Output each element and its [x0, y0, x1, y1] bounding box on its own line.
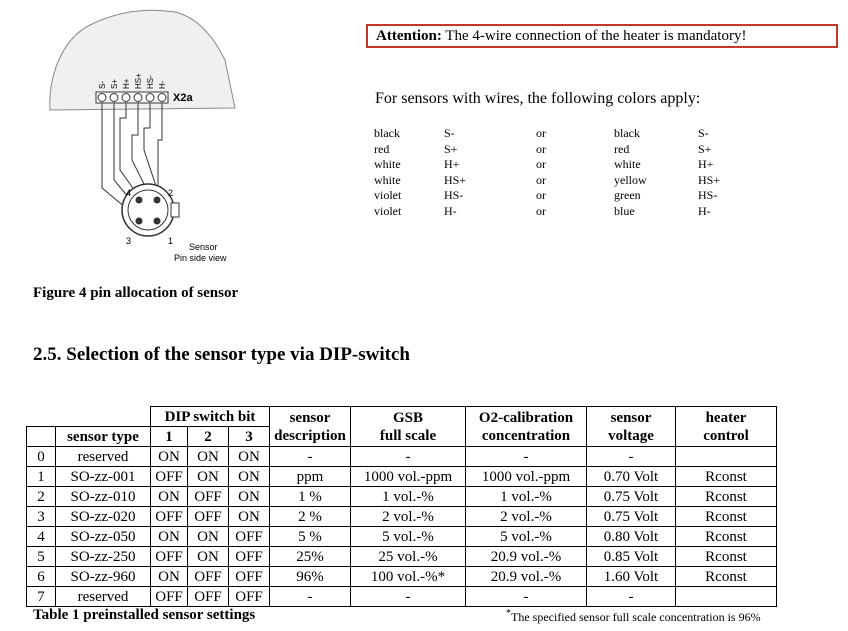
table-row	[27, 527, 777, 547]
cell-b2: ON	[188, 467, 229, 487]
wire-cell-or: or	[536, 203, 546, 218]
cell-n: 5	[27, 547, 56, 567]
cell-gsb: 1 vol.-%	[351, 487, 466, 507]
header-index-blank	[27, 427, 56, 447]
cell-type: SO-zz-020	[56, 507, 151, 527]
attention-label: Attention:	[376, 28, 442, 44]
sensor-sublabel: Pin side view	[174, 253, 227, 263]
wire-cell-c2: yellow	[614, 172, 647, 187]
cell-b1: OFF	[151, 587, 188, 607]
cell-o2: -	[466, 447, 587, 467]
figure-caption: Figure 4 pin allocation of sensor	[33, 285, 239, 301]
wire-row	[374, 188, 738, 204]
cell-b2: ON	[188, 547, 229, 567]
wire-cell-c2: green	[614, 188, 641, 202]
cell-b2: ON	[188, 447, 229, 467]
cell-heater: Rconst	[676, 487, 777, 507]
cell-o2: 2 vol.-%	[466, 507, 587, 527]
cell-volt: 1.60 Volt	[587, 567, 676, 587]
cell-b3: OFF	[229, 547, 270, 567]
sensor-pin-diagram	[0, 0, 340, 275]
header-sensor-type: sensor type	[56, 427, 151, 447]
attention-text: The 4-wire connection of the heater is mandatory!	[445, 28, 747, 44]
cell-volt: 0.85 Volt	[587, 547, 676, 567]
wire-cell-c1: red	[374, 141, 390, 156]
header-bit-2: 2	[188, 427, 229, 447]
wire-cell-or: or	[536, 188, 546, 202]
table-caption: Table 1 preinstalled sensor settings	[33, 607, 256, 623]
cell-volt: 0.80 Volt	[587, 527, 676, 547]
wire-cell-or: or	[536, 157, 546, 171]
table-row	[27, 467, 777, 487]
cell-volt: -	[587, 587, 676, 607]
cell-type: reserved	[56, 447, 151, 467]
sensor-label: Sensor	[189, 242, 218, 252]
cell-b1: OFF	[151, 547, 188, 567]
pin-number-4: 4	[126, 188, 132, 198]
wire-cell-p2: H-	[698, 203, 711, 218]
sensor-settings-table	[26, 406, 777, 607]
cell-heater: Rconst	[676, 567, 777, 587]
wire-cell-or: or	[536, 126, 546, 140]
header-blank	[27, 407, 151, 427]
header-gsb: GSB full scale	[351, 407, 466, 447]
wire-cell-p2: H+	[698, 157, 714, 171]
cell-type: SO-zz-250	[56, 547, 151, 567]
cell-b3: ON	[229, 487, 270, 507]
cell-b1: ON	[151, 527, 188, 547]
wire-cell-c1: black	[374, 126, 400, 140]
pin-number-2: 2	[168, 188, 174, 198]
section-title: 2.5. Selection of the sensor type via DIP-switch	[33, 344, 410, 365]
cell-b3: ON	[229, 507, 270, 527]
header-desc: sensor description	[270, 407, 351, 447]
cell-volt: 0.70 Volt	[587, 467, 676, 487]
cell-gsb: 100 vol.-%*	[351, 567, 466, 587]
table-row	[27, 507, 777, 527]
cell-o2: 20.9 vol.-%	[466, 567, 587, 587]
cell-desc: -	[270, 447, 351, 467]
cell-volt: 0.75 Volt	[587, 487, 676, 507]
cell-desc: 25%	[270, 547, 351, 567]
header-heater: heater control	[676, 407, 777, 447]
wire-cell-c1: white	[374, 172, 401, 187]
header-dip: DIP switch bit	[151, 407, 270, 427]
connector-label: X2a	[173, 92, 193, 104]
cell-desc: 1 %	[270, 487, 351, 507]
cell-type: SO-zz-050	[56, 527, 151, 547]
cell-heater: Rconst	[676, 527, 777, 547]
cell-b3: OFF	[229, 587, 270, 607]
cell-b2: ON	[188, 527, 229, 547]
cell-heater	[676, 447, 777, 467]
cell-n: 4	[27, 527, 56, 547]
cell-type: SO-zz-001	[56, 467, 151, 487]
wire-cell-c1: violet	[374, 188, 402, 202]
cell-b3: ON	[229, 467, 270, 487]
cell-b1: OFF	[151, 507, 188, 527]
wire-cell-p1: HS-	[444, 188, 464, 202]
wire-cell-p1: S+	[444, 141, 458, 156]
cell-o2: 1000 vol.-ppm	[466, 467, 587, 487]
cell-gsb: 2 vol.-%	[351, 507, 466, 527]
cell-heater: Rconst	[676, 507, 777, 527]
wire-cell-or: or	[536, 172, 546, 187]
terminal-block	[96, 92, 168, 103]
wire-cell-c2: white	[614, 157, 641, 171]
cell-b2: OFF	[188, 567, 229, 587]
cell-o2: -	[466, 587, 587, 607]
cell-heater: Rconst	[676, 547, 777, 567]
cell-desc: 96%	[270, 567, 351, 587]
cell-b1: ON	[151, 447, 188, 467]
cell-gsb: 1000 vol.-ppm	[351, 467, 466, 487]
header-o2: O2-calibration concentration	[466, 407, 587, 447]
cell-n: 7	[27, 587, 56, 607]
table-row	[27, 567, 777, 587]
pin-label: H+	[122, 78, 131, 89]
cell-gsb: -	[351, 587, 466, 607]
wire-cell-p1: H-	[444, 203, 457, 218]
wire-color-table	[374, 126, 738, 219]
cell-b3: OFF	[229, 567, 270, 587]
cell-gsb: -	[351, 447, 466, 467]
wire-cell-p2: HS+	[698, 172, 721, 187]
header-voltage: sensor voltage	[587, 407, 676, 447]
cell-b3: OFF	[229, 527, 270, 547]
cell-n: 0	[27, 447, 56, 467]
cell-desc: -	[270, 587, 351, 607]
wire-cell-c2: red	[614, 141, 630, 156]
cell-heater: Rconst	[676, 467, 777, 487]
cell-n: 3	[27, 507, 56, 527]
wire-cell-c1: white	[374, 157, 401, 171]
table-row	[27, 487, 777, 507]
wire-row	[374, 142, 738, 158]
wire-cell-p1: H+	[444, 157, 460, 171]
pin-label: HS+	[134, 73, 143, 89]
wire-cell-c2: blue	[614, 203, 635, 218]
pin-number-3: 3	[126, 236, 132, 246]
cell-gsb: 25 vol.-%	[351, 547, 466, 567]
cell-n: 1	[27, 467, 56, 487]
cell-desc: ppm	[270, 467, 351, 487]
cell-b2: OFF	[188, 587, 229, 607]
cell-b1: ON	[151, 567, 188, 587]
pin-number-1: 1	[168, 236, 174, 246]
header-bit-3: 3	[229, 427, 270, 447]
cell-o2: 5 vol.-%	[466, 527, 587, 547]
wire-cell-c2: black	[614, 126, 640, 140]
cell-type: SO-zz-010	[56, 487, 151, 507]
wire-colors-intro: For sensors with wires, the following colors apply:	[375, 90, 701, 107]
wire-cell-c1: violet	[374, 203, 402, 218]
cell-o2: 1 vol.-%	[466, 487, 587, 507]
header-bit-1: 1	[151, 427, 188, 447]
wire-row	[374, 126, 738, 142]
pin-label: H-	[158, 80, 167, 89]
table-row	[27, 547, 777, 567]
cell-heater	[676, 587, 777, 607]
pin-label: S+	[110, 78, 119, 89]
cell-n: 6	[27, 567, 56, 587]
cell-gsb: 5 vol.-%	[351, 527, 466, 547]
cell-type: SO-zz-960	[56, 567, 151, 587]
table-row	[27, 447, 777, 467]
attention-box	[366, 24, 838, 48]
wire-row	[374, 157, 738, 173]
wire-cell-p1: S-	[444, 126, 455, 140]
wire-row	[374, 173, 738, 189]
table-row	[27, 587, 777, 607]
cell-volt: 0.75 Volt	[587, 507, 676, 527]
cell-b2: OFF	[188, 507, 229, 527]
cell-desc: 5 %	[270, 527, 351, 547]
wire-cell-p2: S+	[698, 141, 712, 156]
wire-cell-p1: HS+	[444, 172, 467, 187]
cell-n: 2	[27, 487, 56, 507]
pin-label: S-	[98, 81, 107, 89]
cell-b1: OFF	[151, 467, 188, 487]
pin-label: HS-	[146, 75, 155, 89]
cell-b2: OFF	[188, 487, 229, 507]
wire-row	[374, 204, 738, 220]
cell-b1: ON	[151, 487, 188, 507]
footnote: *The specified sensor full scale concentration is 96%	[506, 608, 761, 624]
wire-cell-p2: HS-	[698, 188, 718, 202]
cell-type: reserved	[56, 587, 151, 607]
wire-cell-p2: S-	[698, 126, 709, 140]
cell-o2: 20.9 vol.-%	[466, 547, 587, 567]
cell-volt: -	[587, 447, 676, 467]
wire-cell-or: or	[536, 141, 546, 156]
cell-b3: ON	[229, 447, 270, 467]
cell-desc: 2 %	[270, 507, 351, 527]
